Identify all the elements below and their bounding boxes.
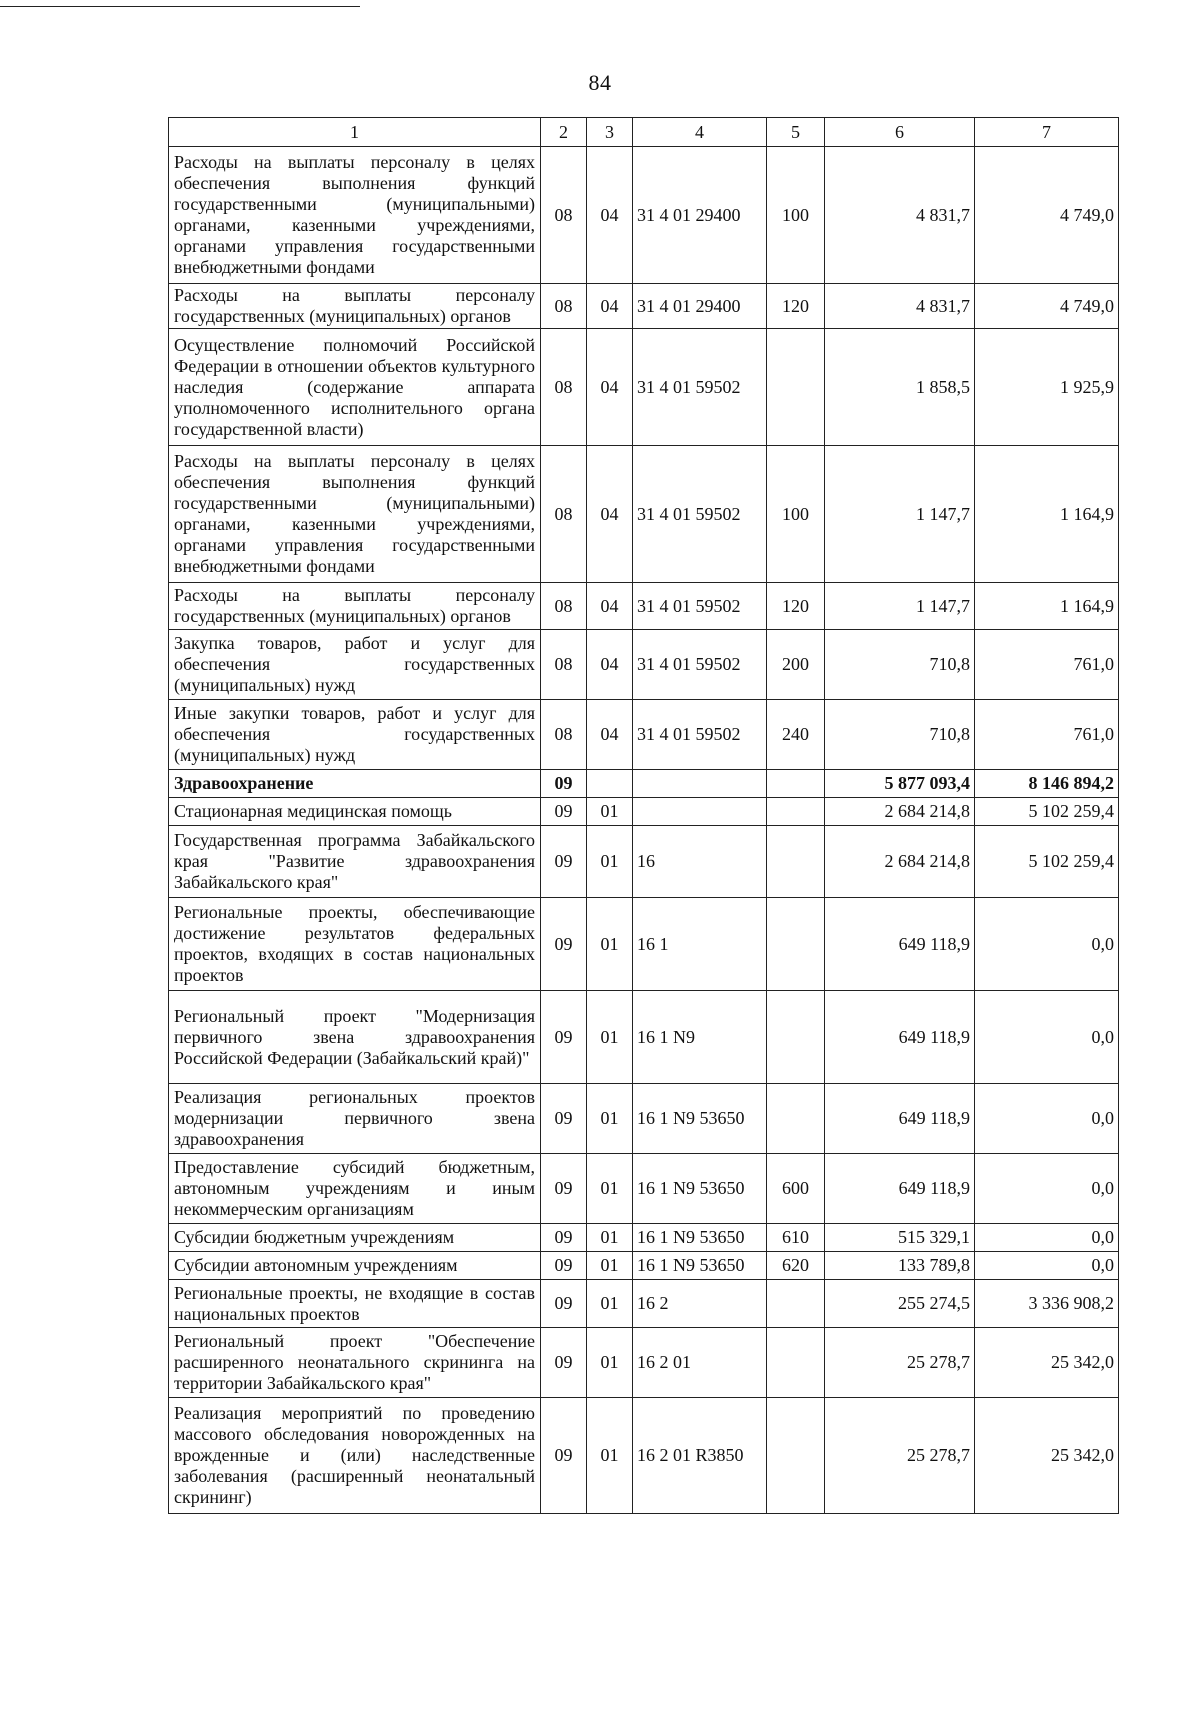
- section-code: 09: [541, 1328, 587, 1398]
- amount-year-1: 649 118,9: [825, 991, 975, 1084]
- amount-year-2: 0,0: [975, 991, 1119, 1084]
- row-name: Региональные проекты, не входящие в состав национальных проектов: [169, 1280, 541, 1328]
- subsection-code: [587, 770, 633, 798]
- row-name: Закупка товаров, работ и услуг для обеспечения государственных (муниципальных) нужд: [169, 630, 541, 700]
- subsection-code: 01: [587, 1280, 633, 1328]
- row-name: Стационарная медицинская помощь: [169, 798, 541, 826]
- amount-year-2: 1 164,9: [975, 446, 1119, 583]
- amount-year-1: 255 274,5: [825, 1280, 975, 1328]
- subsection-code: 01: [587, 1154, 633, 1224]
- page-number: 84: [588, 70, 612, 95]
- expense-type-code: [767, 1398, 825, 1514]
- expense-type-code: [767, 798, 825, 826]
- amount-year-1: 1 858,5: [825, 329, 975, 446]
- target-article-code: 16 2 01: [633, 1328, 767, 1398]
- amount-year-1: 4 831,7: [825, 147, 975, 284]
- amount-year-2: 0,0: [975, 1252, 1119, 1280]
- expense-type-code: 120: [767, 583, 825, 630]
- header-cell: 5: [767, 118, 825, 147]
- row-name: Предоставление субсидий бюджетным, автономным учреждениям и иным некоммерческим организациям: [169, 1154, 541, 1224]
- table-row: [169, 1252, 1119, 1280]
- amount-year-1: 4 831,7: [825, 284, 975, 329]
- subsection-code: 04: [587, 630, 633, 700]
- target-article-code: 16 1 N9 53650: [633, 1252, 767, 1280]
- row-name: Расходы на выплаты персоналу в целях обеспечения выполнения функций государственными (муниципальными) органами, казенными учреждениями, органами управления государственными внебюджетными фондами: [169, 147, 541, 284]
- expense-type-code: [767, 991, 825, 1084]
- expense-type-code: 100: [767, 446, 825, 583]
- subsection-code: 04: [587, 700, 633, 770]
- amount-year-2: 1 164,9: [975, 583, 1119, 630]
- table-row: [169, 1224, 1119, 1252]
- expense-type-code: 240: [767, 700, 825, 770]
- row-name: Государственная программа Забайкальского края "Развитие здравоохранения Забайкальского края": [169, 826, 541, 898]
- section-code: 08: [541, 284, 587, 329]
- header-cell: 3: [587, 118, 633, 147]
- target-article-code: 31 4 01 29400: [633, 284, 767, 329]
- target-article-code: 31 4 01 59502: [633, 700, 767, 770]
- row-name: Региональный проект "Обеспечение расширенного неонатального скрининга на территории Забайкальского края": [169, 1328, 541, 1398]
- section-code: 08: [541, 147, 587, 284]
- section-code: 09: [541, 798, 587, 826]
- expense-type-code: [767, 1328, 825, 1398]
- expense-type-code: 100: [767, 147, 825, 284]
- table-row: [169, 583, 1119, 630]
- target-article-code: 16 2 01 R3850: [633, 1398, 767, 1514]
- amount-year-2: 4 749,0: [975, 284, 1119, 329]
- subsection-code: 01: [587, 1252, 633, 1280]
- expense-type-code: [767, 826, 825, 898]
- row-name: Субсидии бюджетным учреждениям: [169, 1224, 541, 1252]
- subsection-code: 01: [587, 826, 633, 898]
- row-name: Расходы на выплаты персоналу в целях обеспечения выполнения функций государственными (муниципальными) органами, казенными учреждениями, органами управления государственными внебюджетными фондами: [169, 446, 541, 583]
- amount-year-2: 0,0: [975, 1084, 1119, 1154]
- amount-year-1: 515 329,1: [825, 1224, 975, 1252]
- target-article-code: 31 4 01 59502: [633, 329, 767, 446]
- row-name: Реализация мероприятий по проведению массового обследования новорожденных на врожденные и (или) наследственные заболевания (расширенный неонатальный скрининг): [169, 1398, 541, 1514]
- amount-year-1: 649 118,9: [825, 1084, 975, 1154]
- table-row: [169, 147, 1119, 284]
- table-row: [169, 1154, 1119, 1224]
- expense-type-code: 200: [767, 630, 825, 700]
- section-code: 09: [541, 898, 587, 991]
- expense-type-code: 120: [767, 284, 825, 329]
- header-cell: 2: [541, 118, 587, 147]
- table-row: [169, 1398, 1119, 1514]
- expense-type-code: 600: [767, 1154, 825, 1224]
- section-code: 09: [541, 1398, 587, 1514]
- row-name: Расходы на выплаты персоналу государственных (муниципальных) органов: [169, 583, 541, 630]
- subsection-code: 04: [587, 284, 633, 329]
- table-row: [169, 700, 1119, 770]
- table-row: [169, 1328, 1119, 1398]
- target-article-code: 16 1: [633, 898, 767, 991]
- section-code: 08: [541, 583, 587, 630]
- table-row: [169, 1280, 1119, 1328]
- amount-year-2: 761,0: [975, 700, 1119, 770]
- amount-year-2: 1 925,9: [975, 329, 1119, 446]
- subsection-code: 01: [587, 1398, 633, 1514]
- amount-year-1: 710,8: [825, 630, 975, 700]
- expense-type-code: [767, 898, 825, 991]
- subsection-code: 04: [587, 583, 633, 630]
- amount-year-2: 3 336 908,2: [975, 1280, 1119, 1328]
- target-article-code: 16 1 N9 53650: [633, 1154, 767, 1224]
- amount-year-2: 25 342,0: [975, 1328, 1119, 1398]
- target-article-code: [633, 798, 767, 826]
- section-code: 09: [541, 1252, 587, 1280]
- amount-year-1: 649 118,9: [825, 898, 975, 991]
- row-name: Здравоохранение: [169, 770, 541, 798]
- target-article-code: 16: [633, 826, 767, 898]
- amount-year-1: 2 684 214,8: [825, 798, 975, 826]
- target-article-code: 31 4 01 59502: [633, 630, 767, 700]
- header-cell: 4: [633, 118, 767, 147]
- amount-year-2: 8 146 894,2: [975, 770, 1119, 798]
- expense-type-code: [767, 329, 825, 446]
- amount-year-2: 25 342,0: [975, 1398, 1119, 1514]
- section-code: 09: [541, 826, 587, 898]
- table-row: [169, 630, 1119, 700]
- amount-year-1: 1 147,7: [825, 583, 975, 630]
- amount-year-1: 1 147,7: [825, 446, 975, 583]
- table-row: [169, 1084, 1119, 1154]
- expense-type-code: [767, 770, 825, 798]
- target-article-code: 31 4 01 29400: [633, 147, 767, 284]
- target-article-code: 16 1 N9: [633, 991, 767, 1084]
- table-row: [169, 770, 1119, 798]
- row-name: Осуществление полномочий Российской Федерации в отношении объектов культурного наследия (содержание аппарата уполномоченного исполнительного органа государственной власти): [169, 329, 541, 446]
- section-code: 08: [541, 446, 587, 583]
- section-code: 08: [541, 700, 587, 770]
- amount-year-1: 133 789,8: [825, 1252, 975, 1280]
- target-article-code: 16 1 N9 53650: [633, 1224, 767, 1252]
- row-name: Иные закупки товаров, работ и услуг для обеспечения государственных (муниципальных) нужд: [169, 700, 541, 770]
- amount-year-1: 5 877 093,4: [825, 770, 975, 798]
- expense-type-code: [767, 1084, 825, 1154]
- subsection-code: 01: [587, 798, 633, 826]
- table-row: [169, 991, 1119, 1084]
- subsection-code: 04: [587, 147, 633, 284]
- target-article-code: 31 4 01 59502: [633, 583, 767, 630]
- amount-year-2: 761,0: [975, 630, 1119, 700]
- row-name: Региональные проекты, обеспечивающие достижение результатов федеральных проектов, входящих в состав национальных проектов: [169, 898, 541, 991]
- row-name: Расходы на выплаты персоналу государственных (муниципальных) органов: [169, 284, 541, 329]
- table-row: [169, 329, 1119, 446]
- target-article-code: [633, 770, 767, 798]
- subsection-code: 01: [587, 1084, 633, 1154]
- amount-year-2: 4 749,0: [975, 147, 1119, 284]
- subsection-code: 04: [587, 329, 633, 446]
- row-name: Субсидии автономным учреждениям: [169, 1252, 541, 1280]
- section-code: 09: [541, 1224, 587, 1252]
- amount-year-1: 25 278,7: [825, 1328, 975, 1398]
- section-code: 09: [541, 1280, 587, 1328]
- budget-table: [168, 117, 1119, 1514]
- table-row: [169, 898, 1119, 991]
- table-header-row: [169, 118, 1119, 147]
- subsection-code: 04: [587, 446, 633, 583]
- expense-type-code: 610: [767, 1224, 825, 1252]
- section-code: 09: [541, 770, 587, 798]
- subsection-code: 01: [587, 898, 633, 991]
- section-code: 09: [541, 991, 587, 1084]
- row-name: Реализация региональных проектов модернизации первичного звена здравоохранения: [169, 1084, 541, 1154]
- table-row: [169, 446, 1119, 583]
- amount-year-2: 5 102 259,4: [975, 798, 1119, 826]
- target-article-code: 16 1 N9 53650: [633, 1084, 767, 1154]
- header-cell: 7: [975, 118, 1119, 147]
- target-article-code: 31 4 01 59502: [633, 446, 767, 583]
- expense-type-code: 620: [767, 1252, 825, 1280]
- section-code: 09: [541, 1084, 587, 1154]
- top-rule: [0, 6, 360, 7]
- table-row: [169, 826, 1119, 898]
- section-code: 09: [541, 1154, 587, 1224]
- subsection-code: 01: [587, 1224, 633, 1252]
- amount-year-1: 710,8: [825, 700, 975, 770]
- table-row: [169, 284, 1119, 329]
- amount-year-2: 0,0: [975, 898, 1119, 991]
- section-code: 08: [541, 630, 587, 700]
- target-article-code: 16 2: [633, 1280, 767, 1328]
- amount-year-2: 0,0: [975, 1154, 1119, 1224]
- table-row: [169, 798, 1119, 826]
- amount-year-2: 5 102 259,4: [975, 826, 1119, 898]
- row-name: Региональный проект "Модернизация первичного звена здравоохранения Российской Федерации (Забайкальский край)": [169, 991, 541, 1084]
- header-cell: 6: [825, 118, 975, 147]
- header-cell: 1: [169, 118, 541, 147]
- section-code: 08: [541, 329, 587, 446]
- subsection-code: 01: [587, 991, 633, 1084]
- amount-year-2: 0,0: [975, 1224, 1119, 1252]
- amount-year-1: 25 278,7: [825, 1398, 975, 1514]
- amount-year-1: 649 118,9: [825, 1154, 975, 1224]
- expense-type-code: [767, 1280, 825, 1328]
- amount-year-1: 2 684 214,8: [825, 826, 975, 898]
- subsection-code: 01: [587, 1328, 633, 1398]
